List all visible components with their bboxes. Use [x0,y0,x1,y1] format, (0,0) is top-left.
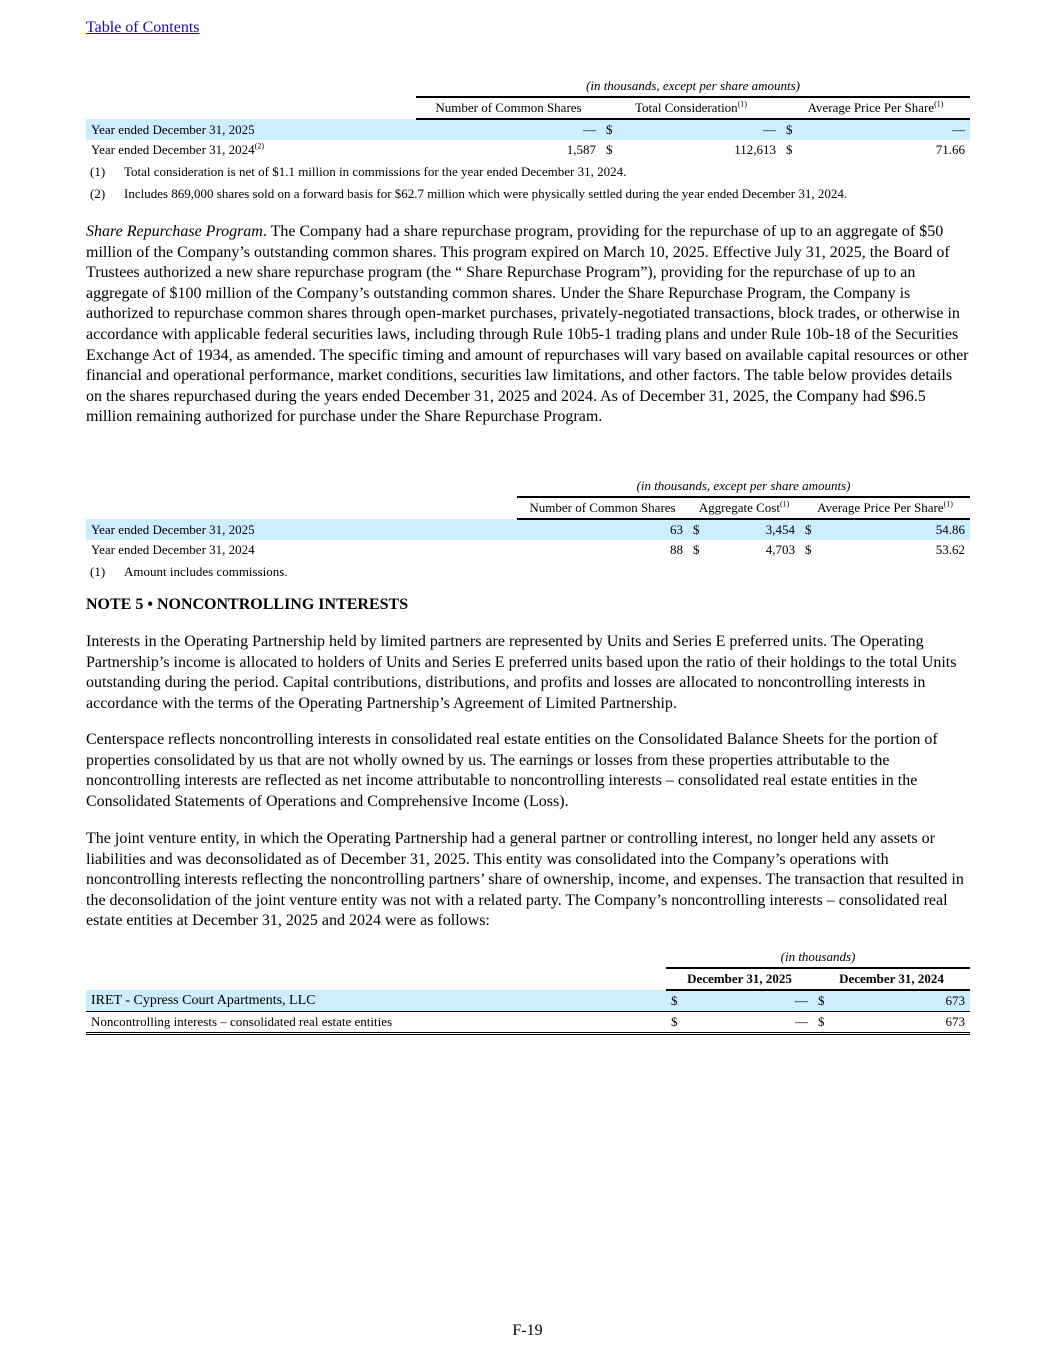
table-row: Year ended December 31, 2025 — $ — $ — [86,119,970,140]
paragraph: Interests in the Operating Partnership held by limited partners are represented by Units and Series E preferred units. The Operating Partnership’s income is allocated to holders of Units and Series E preferred units based upon the ratio of their holdings to the total Units outstanding during the period. Capital contributions, distributions, and profits and losses are allocated to noncontrolling interests in accordance with the terms of the Operating Partnership’s Agreement of Limited Partnership. [86,633,957,712]
table-row: IRET - Cypress Court Apartments, LLC $ — $ 673 [86,990,970,1012]
paragraph: The joint venture entity, in which the Operating Partnership had a general partner or controlling interest, no longer held any assets or liabilities and was deconsolidated as of December 31, 2025. This entity was consolidated into the Company’s operations with noncontrolling interests reflecting the noncontrolling partners’ share of ownership, income, and expenses. The transaction that resulted in the deconsolidation of the joint venture entity was not with a related party. The Company’s noncontrolling interests – consolidated real estate entities at December 31, 2025 and 2024 were as follows: [86,830,964,930]
footnote: (1) Total consideration is net of $1.1 million in commissions for the year ended December 31, 2024. [90,164,627,179]
share-repurchase-paragraph: Share Repurchase Program. The Company had a share repurchase program, providing for the repurchase of up to an aggregate of $50 million of the Company’s outstanding common shares. This program expired on March 10, 2025. Effective July 31, 2025, the Board of Trustees authorized a new share repurchase program (the “ Share Repurchase Program”), providing for the repurchase of up to an aggregate of $100 million of the Company’s outstanding common shares. Under the Share Repurchase Program, the Company is authorized to repurchase common shares through open-market purchases, privately-negotiated transactions, block trades, or otherwise in accordance with applicable federal securities laws, including through Rule 10b5-1 trading plans and under Rule 10b-18 of the Securities Exchange Act of 1934, as amended. The specific timing and amount of repurchases will vary based on available capital resources or other financial and operational performance, market conditions, securities law limitations, and other factors. The table below provides details on the shares repurchased during the years ended December 31, 2025 and 2024. As of December 31, 2025, the Company had $96.5 million remaining authorized for purchase under the Share Repurchase Program. [86,223,969,426]
column-header-avg-price: Average Price Per Share$^{(1)}$ [781,97,970,119]
table-of-contents-link[interactable]: Table of Contents [86,19,200,36]
table-row: Year ended December 31, 2024$^{(2)}$ 1,587 $ 112,613 $ 71.66 [91,141,965,157]
page-number: F-19 [512,1322,543,1339]
column-header-shares: Number of Common Shares [517,497,688,519]
column-header-shares: Number of Common Shares [416,97,601,119]
column-header-aggregate-cost: Aggregate Cost$^{(1)}$ [688,497,800,519]
table-row: Year ended December 31, 2025 63 $ 3,454 $ 54.86 [86,519,970,540]
column-header-avg-price: Average Price Per Share$^{(1)}$ [800,497,970,519]
note-heading: NOTE 5 • NONCONTROLLING INTERESTS [86,596,409,613]
table-caption: (in thousands, except per share amounts) [586,78,800,93]
noncontrolling-interests-table [86,947,970,1035]
column-header-2025: December 31, 2025 [666,968,813,990]
share-repurchase-table [86,476,970,560]
paragraph: Centerspace reflects noncontrolling interests in consolidated real estate entities on the Consolidated Balance Sheets for the portion of properties consolidated by us that are not wholly owned by us. The earnings or losses from these properties attributable to the noncontrolling interests are reflected as net income attributable to noncontrolling interests – consolidated real estate entities in the Consolidated Statements of Operations and Comprehensive Income (Loss). [86,731,938,810]
share-issuance-table [86,76,970,160]
table-row: Year ended December 31, 2024 88 $ 4,703 $ 53.62 [91,542,965,557]
column-header-2024: December 31, 2024 [813,968,970,990]
table-caption: (in thousands, except per share amounts) [636,478,851,493]
footnote: (1) Amount includes commissions. [90,564,288,579]
table-caption: (in thousands) [780,949,856,964]
footnote: (2) Includes 869,000 shares sold on a forward basis for $62.7 million which were physically settled during the year ended December 31, 2024. [90,186,848,201]
table-row: Noncontrolling interests – consolidated real estate entities $ — $ 673 [86,1012,970,1034]
column-header-consideration: Total Consideration$^{(1)}$ [601,97,781,119]
